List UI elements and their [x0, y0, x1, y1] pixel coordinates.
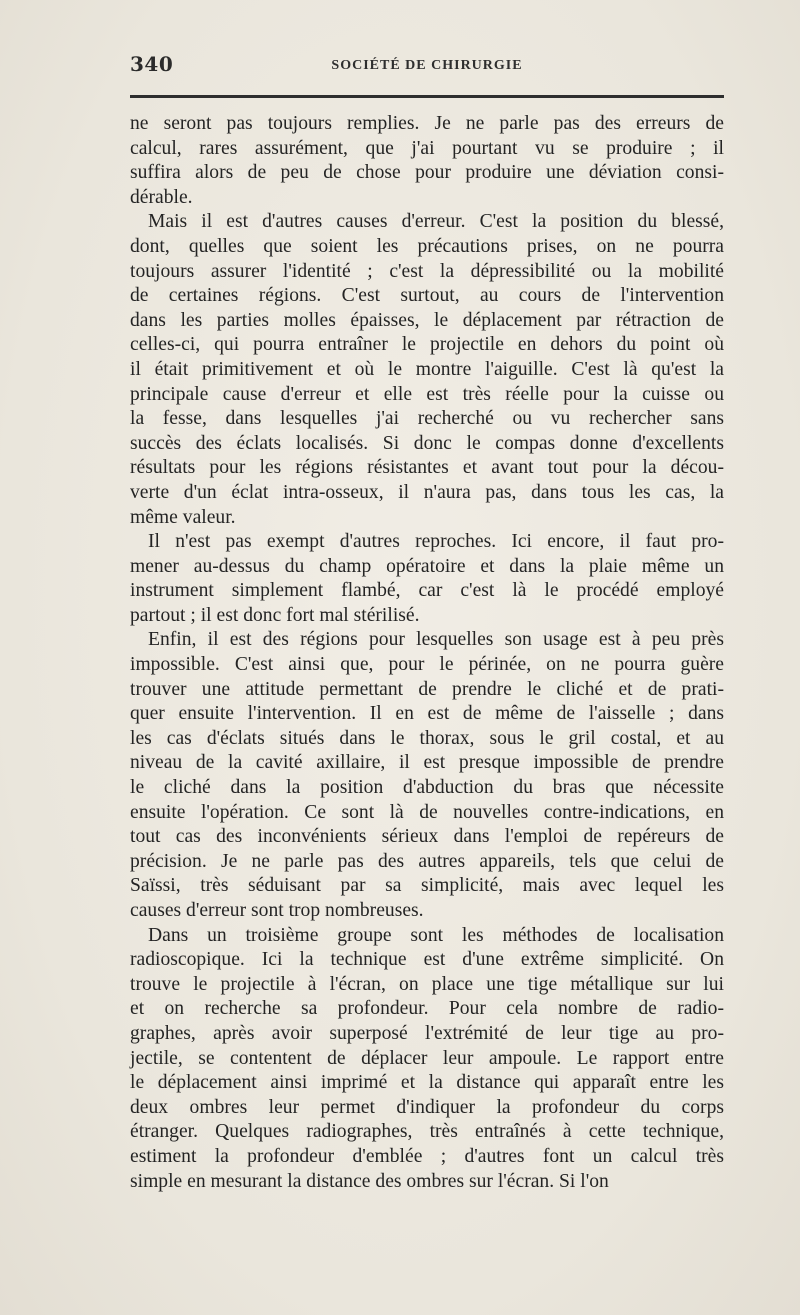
text-line: ne seront pas toujours remplies. Je ne parle pas des erreurs de	[130, 113, 724, 134]
text-line: ensuite l'opération. Ce sont là de nouvelles contre-indications, en	[130, 801, 724, 823]
text-line: résultats pour les régions résistantes et avant tout pour la décou-	[130, 457, 724, 479]
text-line: suffira alors de peu de chose pour produire une déviation consi-	[130, 162, 724, 184]
text-line: le déplacement ainsi imprimé et la distance qui apparaît entre les	[130, 1072, 724, 1094]
text-line: Dans un troisième groupe sont les méthodes de localisation	[148, 924, 724, 946]
text-line: principale cause d'erreur et elle est très réelle pour la cuisse ou	[130, 383, 724, 405]
text-line: Mais il est d'autres causes d'erreur. C'est la position du blessé,	[148, 211, 724, 233]
text-line: Il n'est pas exempt d'autres reproches. Ici encore, il faut pro-	[148, 531, 724, 553]
text-line: étranger. Quelques radiographes, très entraînés à cette technique,	[130, 1121, 724, 1143]
text-line: précision. Je ne parle pas des autres appareils, tels que celui de	[130, 850, 724, 872]
text-line: de certaines régions. C'est surtout, au cours de l'intervention	[130, 285, 724, 307]
text-line: estiment la profondeur d'emblée ; d'autres font un calcul très	[130, 1145, 724, 1167]
text-line: tout cas des inconvénients sérieux dans l'emploi de repéreurs de	[130, 826, 724, 848]
running-head: SOCIÉTÉ DE CHIRURGIE	[331, 58, 523, 73]
text-line: calcul, rares assurément, que j'ai pourtant vu se produire ; il	[130, 137, 724, 159]
text-line: il était primitivement et où le montre l'aiguille. C'est là qu'est la	[130, 358, 724, 380]
text-line: dont, quelles que soient les précautions prises, on ne pourra	[130, 235, 724, 257]
text-line: Saïssi, très séduisant par sa simplicité, mais avec lequel les	[130, 875, 724, 897]
text-line: niveau de la cavité axillaire, il est presque impossible de prendre	[130, 752, 724, 774]
text-line: radioscopique. Ici la technique est d'une extrême simplicité. On	[130, 949, 724, 971]
paragraph	[130, 530, 724, 628]
text-line: dérable.	[130, 186, 193, 208]
text-line: trouve le projectile à l'écran, on place une tige métallique sur lui	[130, 973, 724, 995]
text-line: simple en mesurant la distance des ombres sur l'écran. Si l'on	[130, 1170, 609, 1192]
text-line: impossible. C'est ainsi que, pour le périnée, on ne pourra guère	[130, 654, 724, 676]
text-line: partout ; il est donc fort mal stérilisé.	[130, 604, 420, 626]
text-line: trouver une attitude permettant de prendre le cliché et de prati-	[130, 678, 724, 700]
text-line: jectile, se contentent de déplacer leur ampoule. Le rapport entre	[130, 1047, 724, 1069]
text-line: Enfin, il est des régions pour lesquelles son usage est à peu près	[148, 629, 724, 651]
text-line: celles-ci, qui pourra entraîner le projectile en dehors du point où	[130, 334, 724, 356]
text-line: graphes, après avoir superposé l'extrémité de leur tige au pro-	[130, 1022, 724, 1044]
header-rule	[130, 95, 724, 98]
page-header	[130, 52, 724, 80]
body-text	[130, 112, 724, 1194]
text-line: même valeur.	[130, 506, 236, 528]
paragraph	[130, 210, 724, 530]
text-line: verte d'un éclat intra-osseux, il n'aura pas, dans tous les cas, la	[130, 481, 724, 503]
text-line: la fesse, dans lesquelles j'ai recherché ou vu rechercher sans	[130, 408, 724, 430]
text-line: toujours assurer l'identité ; c'est la dépressibilité ou la mobilité	[130, 260, 724, 282]
paragraph	[130, 112, 724, 210]
text-line: quer ensuite l'intervention. Il en est de même de l'aisselle ; dans	[130, 703, 724, 725]
text-line: instrument simplement flambé, car c'est là le procédé employé	[130, 580, 724, 602]
text-line: deux ombres leur permet d'indiquer la profondeur du corps	[130, 1096, 724, 1118]
paragraph	[130, 924, 724, 1195]
text-line: succès des éclats localisés. Si donc le compas donne d'excellents	[130, 432, 724, 454]
text-line: et on recherche sa profondeur. Pour cela nombre de radio-	[130, 998, 724, 1020]
text-line: dans les parties molles épaisses, le déplacement par rétraction de	[130, 309, 724, 331]
text-line: causes d'erreur sont trop nombreuses.	[130, 900, 424, 921]
paragraph	[130, 628, 724, 923]
text-line: mener au-dessus du champ opératoire et dans la plaie même un	[130, 555, 724, 577]
text-line: les cas d'éclats situés dans le thorax, sous le gril costal, et au	[130, 727, 724, 749]
page-number: 340	[130, 52, 174, 76]
text-line: le cliché dans la position d'abduction du bras que nécessite	[130, 777, 724, 799]
